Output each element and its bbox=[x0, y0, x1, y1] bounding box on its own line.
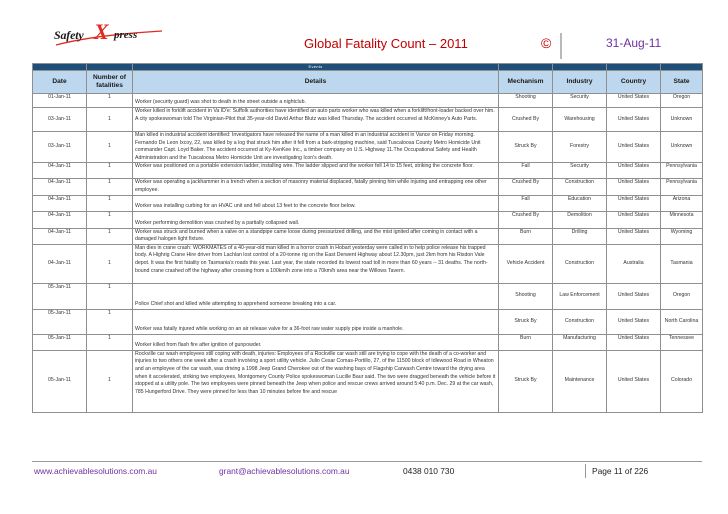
footer-website-link[interactable]: www.achievablesolutions.com.au bbox=[34, 466, 157, 476]
row-fatalities: 1 bbox=[87, 283, 133, 309]
column-header-date: Date bbox=[33, 71, 87, 94]
row-industry: Forestry bbox=[553, 132, 607, 163]
row-country: United States bbox=[607, 195, 661, 211]
table-row bbox=[33, 132, 703, 163]
row-date: 03-Jan-11 bbox=[33, 132, 87, 163]
row-fatalities: 1 bbox=[87, 132, 133, 163]
row-country: United States bbox=[607, 108, 661, 132]
row-country: United States bbox=[607, 334, 661, 350]
row-country: United States bbox=[607, 163, 661, 179]
row-fatalities: 1 bbox=[87, 179, 133, 195]
row-date: 04-Jan-11 bbox=[33, 195, 87, 211]
column-header-industry: Industry bbox=[553, 71, 607, 94]
table-row bbox=[33, 179, 703, 195]
footer-email-link[interactable]: grant@achievablesolutions.com.au bbox=[219, 466, 350, 476]
events-band-label: Events bbox=[133, 64, 499, 71]
table-row bbox=[33, 108, 703, 132]
row-details: Man dies in crane crash: WORKMATES of a 40-year-old man killed in a horror crash in Hobart yesterday were called in to help police release his trapped body. A Highrig Crane Hire driver from Lachlan lost control of a 20-tonne rig on the East Derwent Highway about 12.30pm, just 2km from his Risdon Vale depot. It was the first fatality on Tasmania's roads this year. Last year, the state recorded its lowest road toll in more than 60 years -- 31 deaths. The north-bound crane crashed off the highway after crossing from a 100km/h zone into a 70km/h area near the Willows Tavern. bbox=[133, 244, 499, 283]
row-details: Worker was installing curbing for an HVAC unit and fell about 13 feet to the concrete floor below. bbox=[133, 195, 499, 211]
row-industry: Drilling bbox=[553, 228, 607, 244]
row-date: 05-Jan-11 bbox=[33, 350, 87, 412]
row-fatalities: 1 bbox=[87, 309, 133, 334]
row-industry: Security bbox=[553, 163, 607, 179]
row-mechanism: Shooting bbox=[499, 283, 553, 309]
row-date: 03-Jan-11 bbox=[33, 108, 87, 132]
table-row bbox=[33, 94, 703, 108]
column-header-country: Country bbox=[607, 71, 661, 94]
row-industry: Law Enforcement bbox=[553, 283, 607, 309]
row-details: Worker killed from flash fire after ignition of gunpowder. bbox=[133, 334, 499, 350]
row-country: United States bbox=[607, 211, 661, 228]
page-number: Page 11 of 226 bbox=[592, 466, 649, 476]
row-fatalities: 1 bbox=[87, 211, 133, 228]
table-row bbox=[33, 244, 703, 283]
page-header bbox=[0, 0, 728, 66]
row-mechanism: Struck By bbox=[499, 132, 553, 163]
row-details: Man killed in industrial accident identified: Investigators have released the name of a man killed in an industrial accident in Vance on Friday morning. Fernando De Leon Ixcoy, 22, was killed by a log that struck him after it fell from a bark-stripping machine, said Tuscaloosa County Metro Homicide Unit commander Capt. Loyd Baker. The accident occurred at Ky-KenKee Inc., a timber company on U.S. Highway 11.The Occupational Safety and Health Administration and the Tuscaloosa Metro Homicide Unit are investigating Icon's death. bbox=[133, 132, 499, 163]
row-details: Worker was positioned on a portable extension ladder, installing wire. The ladder slipped and the worker fell 14 to 15 feet, striking the concrete floor. bbox=[133, 163, 499, 179]
row-industry: Construction bbox=[553, 179, 607, 195]
row-fatalities: 1 bbox=[87, 244, 133, 283]
row-details: Rockville car wash employees still coping with death, injuries: Employees of a Rockville car wash still are trying to cope with the death of a co-worker and injuries to two others one week after a crash involving a sport utility vehicle. Julio Cesar Comas-Portillo, 27, of the 11500 block of Idlewood Road in Wheaton and an employee of the car wash, was driving a 1998 Jeep Grand Cherokee out of the washing bays of Flagship Carwash Centre toward the drying area when it accelerated, striking two employees, Montgomery County Police spokeswoman Lucille Baur said. The two were dragged beneath the vehicle before it stopped at a utility pole. The two employees were pinned beneath the Jeep when police and rescue crews arrived around 5:40 p.m. Dec. 29 at the car wash, 785 Hungerford Drive. They were pinned for less than 10 minutes before fire and rescue bbox=[133, 350, 499, 412]
row-state: Tennessee bbox=[661, 334, 703, 350]
row-industry: Warehousing bbox=[553, 108, 607, 132]
column-header-state: State bbox=[661, 71, 703, 94]
table-row bbox=[33, 195, 703, 211]
row-state: Oregon bbox=[661, 283, 703, 309]
row-fatalities: 1 bbox=[87, 163, 133, 179]
row-details: Worker was struck and burned when a valve on a standpipe came loose during pressurized drilling, and the mist ignited after coming in contact with a damaged halogen light fixture. bbox=[133, 228, 499, 244]
row-country: United States bbox=[607, 350, 661, 412]
row-country: United States bbox=[607, 228, 661, 244]
table-row bbox=[33, 228, 703, 244]
column-header-details: Details bbox=[133, 71, 499, 94]
logo-word-safety: Safety bbox=[54, 28, 84, 42]
page-footer bbox=[0, 459, 728, 489]
row-state: Oregon bbox=[661, 94, 703, 108]
row-mechanism: Burn bbox=[499, 334, 553, 350]
row-state: Unknown bbox=[661, 108, 703, 132]
row-date: 04-Jan-11 bbox=[33, 228, 87, 244]
fatality-table bbox=[32, 63, 703, 413]
row-state: Pennsylvania bbox=[661, 179, 703, 195]
logo-word-press: press bbox=[114, 29, 138, 41]
row-date: 04-Jan-11 bbox=[33, 179, 87, 195]
footer-phone: 0438 010 730 bbox=[403, 466, 455, 476]
table-row bbox=[33, 283, 703, 309]
row-date: 04-Jan-11 bbox=[33, 244, 87, 283]
table-row bbox=[33, 334, 703, 350]
row-industry: Demolition bbox=[553, 211, 607, 228]
header-divider bbox=[560, 33, 562, 59]
events-band bbox=[33, 64, 703, 71]
row-mechanism: Shooting bbox=[499, 94, 553, 108]
row-mechanism: Burn bbox=[499, 228, 553, 244]
row-details: Worker performing demolition was crushed by a partially collapsed wall. bbox=[133, 211, 499, 228]
table-header-row bbox=[33, 71, 703, 94]
row-country: United States bbox=[607, 179, 661, 195]
row-country: Australia bbox=[607, 244, 661, 283]
row-state: Tasmania bbox=[661, 244, 703, 283]
row-mechanism: Struck By bbox=[499, 309, 553, 334]
row-details: Worker (security guard) was shot to death in the street outside a nightclub. bbox=[133, 94, 499, 108]
row-fatalities: 1 bbox=[87, 108, 133, 132]
row-mechanism: Vehicle Accident bbox=[499, 244, 553, 283]
table-row bbox=[33, 163, 703, 179]
row-mechanism: Struck By bbox=[499, 350, 553, 412]
row-fatalities: 1 bbox=[87, 228, 133, 244]
footer-divider bbox=[32, 461, 702, 462]
copyright-symbol: © bbox=[541, 35, 552, 51]
document-title: Global Fatality Count – 2011 bbox=[304, 36, 468, 51]
row-details: Worker was operating a jackhammer in a trench when a section of masonry material displaced, fatally pinning him while injuring and entrapping one other employee. bbox=[133, 179, 499, 195]
row-state: Wyoming bbox=[661, 228, 703, 244]
row-mechanism: Fall bbox=[499, 163, 553, 179]
safetyxpress-logo bbox=[54, 21, 164, 49]
row-industry: Security bbox=[553, 94, 607, 108]
row-industry: Manufacturing bbox=[553, 334, 607, 350]
row-date: 05-Jan-11 bbox=[33, 309, 87, 334]
row-mechanism: Crushed By bbox=[499, 179, 553, 195]
report-date: 31-Aug-11 bbox=[606, 36, 662, 50]
row-country: United States bbox=[607, 94, 661, 108]
row-industry: Maintenance bbox=[553, 350, 607, 412]
row-industry: Construction bbox=[553, 244, 607, 283]
row-fatalities: 1 bbox=[87, 334, 133, 350]
logo-x: X bbox=[94, 19, 109, 44]
column-header-mechanism: Mechanism bbox=[499, 71, 553, 94]
footer-separator bbox=[585, 464, 586, 478]
row-country: United States bbox=[607, 283, 661, 309]
row-date: 05-Jan-11 bbox=[33, 334, 87, 350]
table-row bbox=[33, 211, 703, 228]
row-state: North Carolina bbox=[661, 309, 703, 334]
row-state: Minnesota bbox=[661, 211, 703, 228]
row-details: Worker killed in forklift accident in Va ID'e: Suffolk authorities have identified an auto parts worker who was killed when a forklift/front-loader backed over him. A city spokeswoman told The Virginian-Pilot that 35-year-old David Arthur Blutz was killed Thursday. The accident occurred at McKinney's Auto Parts. bbox=[133, 108, 499, 132]
row-fatalities: 1 bbox=[87, 94, 133, 108]
row-country: United States bbox=[607, 309, 661, 334]
row-country: United States bbox=[607, 132, 661, 163]
row-industry: Education bbox=[553, 195, 607, 211]
row-date: 04-Jan-11 bbox=[33, 211, 87, 228]
row-details: Worker was fatally injured while working on an air release valve for a 36-foot raw water supply pipe inside a manhole. bbox=[133, 309, 499, 334]
row-state: Unknown bbox=[661, 132, 703, 163]
table-row bbox=[33, 309, 703, 334]
row-mechanism: Fall bbox=[499, 195, 553, 211]
table-row bbox=[33, 350, 703, 412]
row-date: 01-Jan-11 bbox=[33, 94, 87, 108]
row-fatalities: 1 bbox=[87, 350, 133, 412]
row-industry: Construction bbox=[553, 309, 607, 334]
row-mechanism: Crushed By bbox=[499, 211, 553, 228]
row-date: 04-Jan-11 bbox=[33, 163, 87, 179]
row-date: 05-Jan-11 bbox=[33, 283, 87, 309]
row-fatalities: 1 bbox=[87, 195, 133, 211]
column-header-number: Number of fatalities bbox=[87, 71, 133, 94]
row-details: Police Chief shot and killed while attempting to apprehend someone breaking into a car. bbox=[133, 283, 499, 309]
row-state: Pennsylvania bbox=[661, 163, 703, 179]
row-state: Arizona bbox=[661, 195, 703, 211]
row-state: Colorado bbox=[661, 350, 703, 412]
row-mechanism: Crushed By bbox=[499, 108, 553, 132]
